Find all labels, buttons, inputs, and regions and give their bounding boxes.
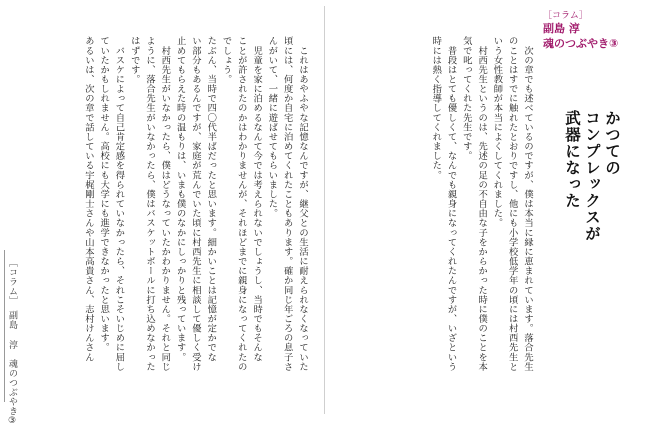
body-line: い部分もあるんですが、家庭が荒んでいた頃に村西先生に相談して優しく受け: [189, 36, 201, 372]
side-column-tag: ［コラム］ 副島 淳 魂のつぶやき③: [7, 258, 17, 427]
body-line: のことはすでに触れたとおりですし、他にも小学校低学年の頃には村西先生と: [506, 36, 518, 372]
column-headline: [562, 110, 622, 242]
body-line: 児童を家に泊めるなんて今では考えられないでしょうし、当時でもそんな: [251, 36, 263, 362]
left-page-body: [81, 36, 310, 381]
body-line: あるいは、次の章で話している宇梶剛士さんや山本高貴さん、志村けんさん: [82, 36, 94, 362]
body-line: 時には熱く指導してくれました。: [430, 36, 442, 180]
body-line: でしょう。: [220, 36, 232, 84]
right-page-body: [428, 36, 535, 381]
column-series-title: 魂のつぶやき③: [543, 37, 619, 50]
headline-line: コンプレックスが: [583, 110, 601, 242]
headline-line: 武器になった: [563, 110, 581, 209]
body-line: 止めてもらえた時の温もりは、いまも僕のなかにしっかりと残っています。: [174, 36, 186, 362]
body-line: ことが許されたのかはわかりませんが、それほどまでに親身になってくれたの: [235, 36, 247, 372]
body-line: 村西先生というのは、先述の足の不自由な子をからかった時に僕のことを本: [476, 36, 488, 372]
body-line: 村西先生がいなかったら、僕はどうなっていたかわかりません。それと同じ: [159, 36, 171, 372]
body-line: バスケによって自己肯定感を得られていなかったら、それこそいじめに屈し: [113, 36, 125, 372]
column-author: 副島 淳: [543, 22, 580, 35]
body-line: はずです。: [128, 36, 140, 84]
body-line: 次の章でも述べているのですが、僕は本当に縁に恵まれています。落合先生: [522, 36, 533, 372]
headline-line: かつての: [603, 110, 621, 176]
body-line: 頃には、何度か自宅に泊めてくれたこともあります。確か同じ年ごろの息子さ: [281, 36, 293, 372]
body-line: たぶん、当時で四〇代半ばだったと思います。細かいことは記憶が定かでな: [205, 36, 217, 362]
body-line: これはあやふやな記憶なんですが、継父との生活に耐えられなくなっていた: [297, 36, 308, 372]
body-line: いう女性教師が本当によくしてくれました。: [491, 36, 503, 228]
page-gutter: [324, 6, 325, 414]
body-line: 気で叱ってくれた先生です。: [460, 36, 472, 161]
body-line: ていたかもしれません。高校にも大学にも進学できなかったと思います。: [98, 36, 110, 353]
column-tag: ［コラム］: [543, 11, 588, 21]
side-rule: [4, 250, 5, 402]
body-line: んがいて、一緒に遊ばせてもらいました。: [266, 36, 278, 219]
body-line: ように、落合先生がいなかったら、僕はバスケットボールに打ち込めなかった: [144, 36, 156, 372]
body-line: 普段はとても優しくて、なんでも親身になってくれたんですが、いざという: [445, 36, 457, 372]
